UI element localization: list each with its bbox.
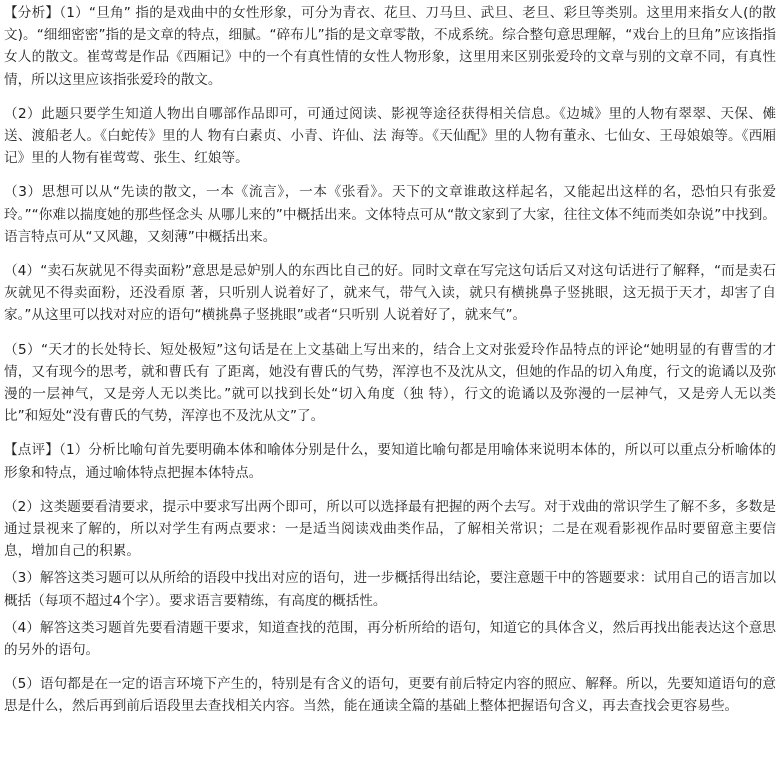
analysis-paragraph-2: （2）此题只要学生知道人物出自哪部作品即可，可通过阅读、影视等途径获得相关信息。《边城》里的人物有翠翠、天保、傩送、渡船老人。《白蛇传》里的人 物有白素贞、小青、许仙、法 海等。《天仙配》里的人物有董永、七仙女、王母娘娘等。《西厢记》里的人物有崔莺莺、张生、红娘等。 [4, 105, 776, 167]
comment-paragraph-3: （3）解答这类习题可以从所给的语段中找出对应的语句，进一步概括得出结论，要注意题干中的答题要求：试用自己的语言加以概括（每项不超过4个字）。要求语言要精练，有高度的概括性。 [4, 570, 776, 609]
analysis-paragraph-5: （5）“天才的长处特长、短处极短”这句话是在上文基础上写出来的，结合上文对张爱玲作品特点的评论“她明显的有曹雪的才情，又有现今的思考，就和曹氏有 了距离，她没有曹氏的气势，浑淳也不及沈从文，但她的作品的切入角度，行文的诡谲以及弥漫的一层神气，又是旁人无以类比。”就可以找到长处“切入角度（独 特），行文的诡谲以及弥漫的一层神气，又是旁人无以类比”和短处“没有曹氏的气势，浑淳也不及沈从文”了。 [4, 341, 776, 425]
analysis-paragraph-4: （4）“卖石灰就见不得卖面粉”意思是忌妒别人的东西比自己的好。同时文章在写完这句话后又对这句话进行了解释，“而是卖石灰就见不得卖面粉，还没看原 著，只听别人说着好了，就来气，带气入读，就只有横挑鼻子竖挑眼，这无损于天才，却害了自家。”从这里可以找对对应的语句“横挑鼻子竖挑眼”或者“只听别 人说着好了，就来气”。 [4, 263, 776, 324]
comment-paragraph-5: （5）语句都是在一定的语言环境下产生的，特别是有含义的语句，更要有前后特定内容的照应、解释。所以，先要知道语句的意思是什么，然后再到前后语段里去查找相关内容。当然，能在通读全篇的基础上整体把握语句含义，再去查找会更容易些。 [4, 676, 776, 715]
comment-paragraph-4: （4）解答这类习题首先要看清题干要求，知道查找的范围，再分析所给的语句，知道它的具体含义，然后再找出能表达这个意思的另外的语句。 [4, 619, 776, 659]
analysis-paragraph-3: （3）思想可以从“先读的散文，一本《流言》，一本《张看》。天下的文章谁敢这样起名，又能起出这样的名，恐怕只有张爱玲。”“你难以揣度她的那些怪念头 从哪儿来的”中概括出来。文体特点可从“散文家到了大家，往往文体不纯而类如杂说”中找到。语言特点可从“又风趣，又刻薄”中概括出来。 [4, 184, 776, 245]
comment-paragraph-1: 【点评】（1）分析比喻句首先要明确本体和喻体分别是什么，要知道比喻句都是用喻体来说明本体的，所以可以重点分析喻体的形象和特点，通过喻体特点把握本体特点。 [4, 442, 776, 481]
comment-paragraph-2: （2）这类题要看清要求，提示中要求写出两个即可，所以可以选择最有把握的两个去写。对于戏曲的常识学生了解不多，多数是通过景视来了解的，所以对学生有两点要求：一是适当阅读戏曲类作品，了解相关常识；二是在观看影视作品时要留意主要信息，增加自己的积累。 [4, 498, 776, 560]
analysis-paragraph-1: 【分析】（1）“旦角” 指的是戏曲中的女性形象，可分为青衣、花旦、刀马旦、武旦、老旦、彩旦等类别。这里用来指女人(的散文)。“细细密密”指的是文章的特点，细腻。“碎布儿”指的是文章零散，不成系统。综合整句意思理解，“戏台上的旦角”应该指指女人的散文。崔莺莺是作品《西厢记》中的一个有真性情的女性人物形象，这里用来区别张爱玲的文章与别的文章不同，有真性情，所以这里应该指张爱玲的散文。 [4, 5, 776, 88]
